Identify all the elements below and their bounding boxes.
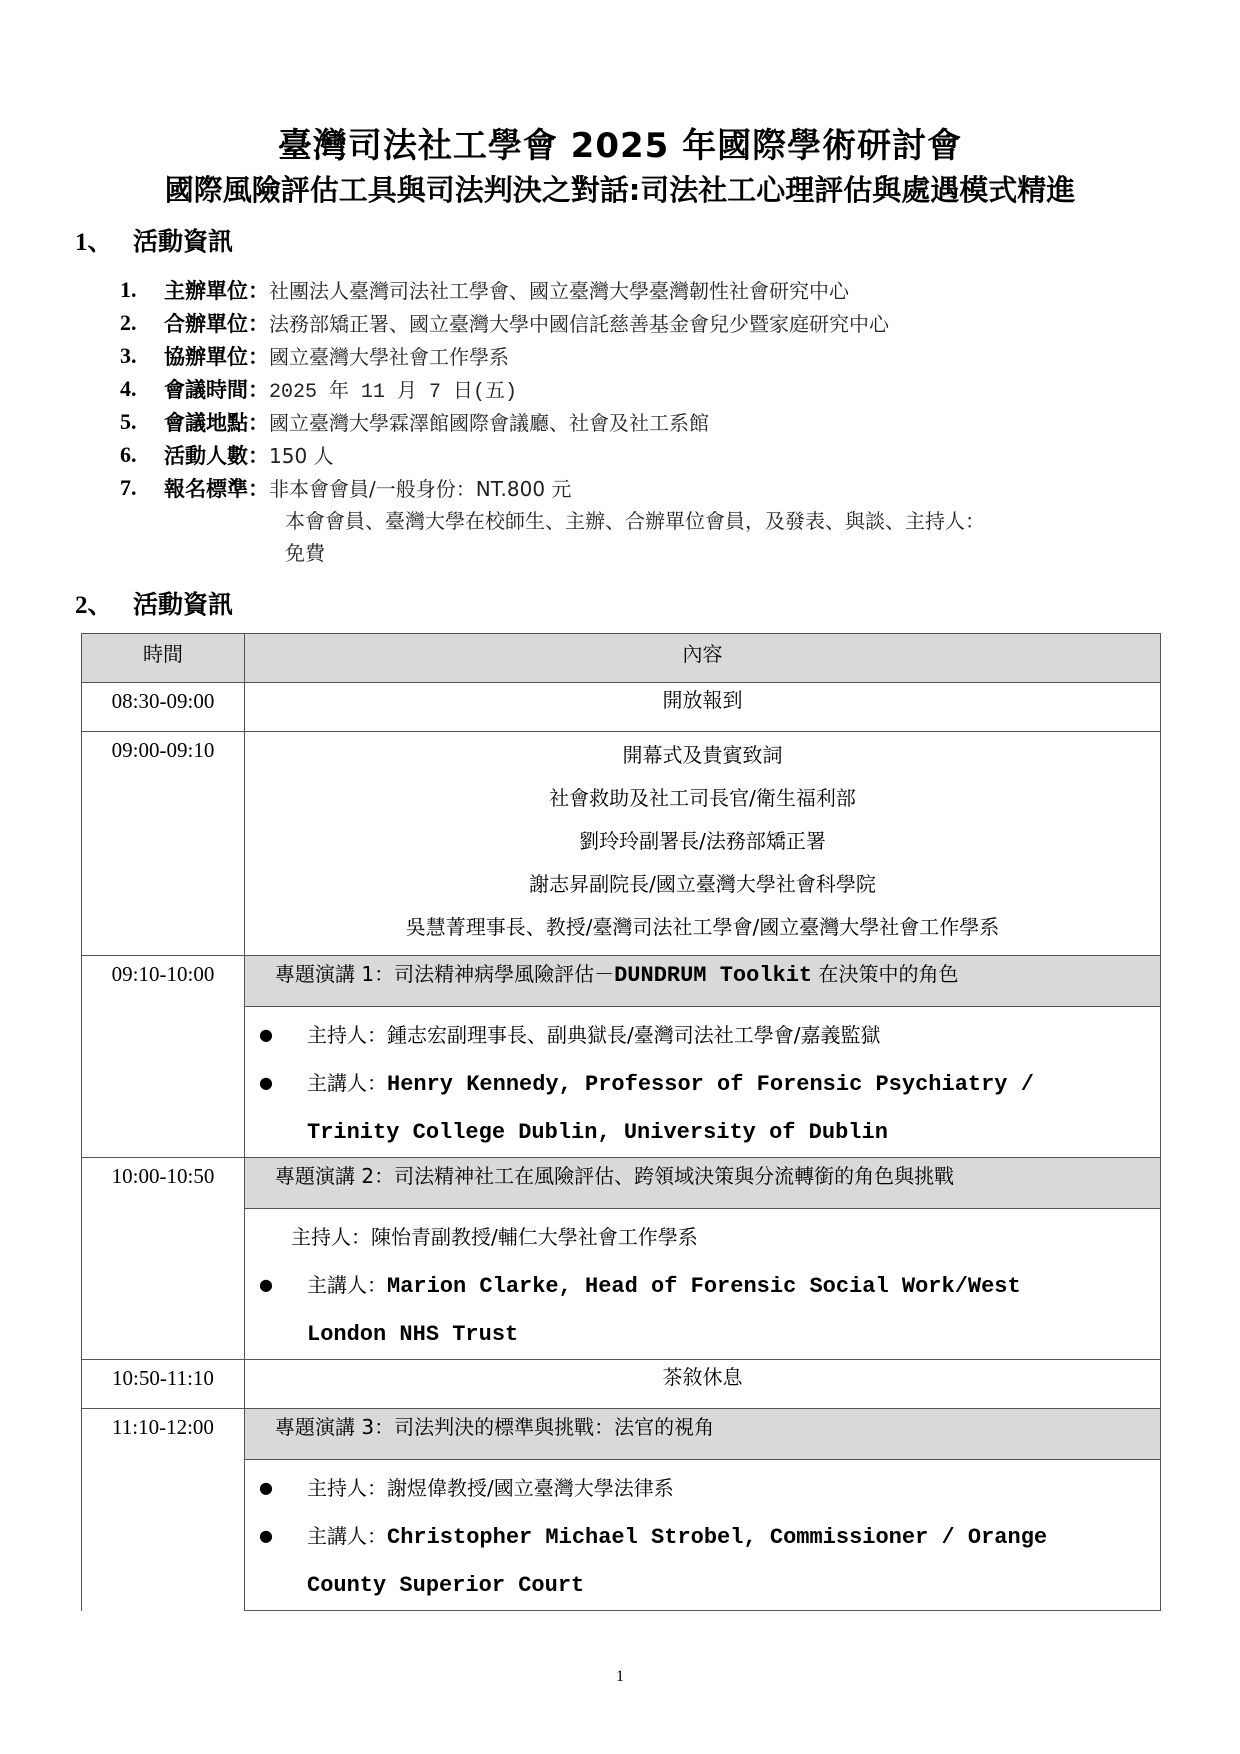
header-label: 內容 xyxy=(682,642,723,666)
item-value: 法務部矯正署、國立臺灣大學中國信託慈善基金會兒少暨家庭研究中心 xyxy=(269,312,889,336)
session-title-text: 在決策中的角色 xyxy=(812,962,959,986)
bullet-icon: ● xyxy=(259,1073,273,1092)
row-content xyxy=(245,732,1161,956)
header-time xyxy=(82,634,245,683)
row-time: 10:00-10:50 xyxy=(82,1158,245,1360)
info-item-registration-fee xyxy=(120,471,1180,504)
document-title: 臺灣司法社工學會 2025 年國際學術研討會 xyxy=(277,126,963,166)
info-item-co-organizer xyxy=(120,306,1180,339)
item-value: 社團法人臺灣司法社工學會、國立臺灣大學臺灣韌性社會研究中心 xyxy=(269,279,849,303)
table-row xyxy=(82,1409,1161,1611)
header-label: 時間 xyxy=(143,642,183,666)
session-title: 專題演講 2：司法精神社工在風險評估、跨領域決策與分流轉銜的角色與挑戰 xyxy=(245,1158,1160,1209)
item-number: 1. xyxy=(120,276,137,302)
fee-exemption-note xyxy=(285,505,1165,569)
item-value: 國立臺灣大學霖澤館國際會議廳、社會及社工系館 xyxy=(269,411,709,435)
row-time: 09:00-09:10 xyxy=(82,732,245,956)
item-label: 活動人數： xyxy=(164,443,269,468)
table-row xyxy=(82,1360,1161,1409)
row-time: 08:30-09:00 xyxy=(82,683,245,732)
session-title-latin: DUNDRUM Toolkit xyxy=(614,963,813,988)
document-subtitle: 國際風險評估工具與司法判決之對話:司法社工心理評估與處遇模式精進 xyxy=(164,173,1076,207)
header-content xyxy=(245,634,1161,683)
table-row xyxy=(82,732,1161,956)
fee-note-line: 本會會員、臺灣大學在校師生、主辦、合辦單位會員，及發表、與談、主持人： xyxy=(285,509,985,533)
row-content xyxy=(245,683,1161,732)
item-label: 報名標準： xyxy=(164,476,269,501)
session-title xyxy=(245,956,1160,1007)
speaker-line xyxy=(245,1512,1160,1562)
item-value: 150 人 xyxy=(269,444,334,468)
host-text: 主持人：鍾志宏副理事長、副典獄長/臺灣司法社工學會/嘉義監獄 xyxy=(307,1023,881,1047)
speaker-line xyxy=(245,1261,1160,1311)
table-row xyxy=(82,956,1161,1158)
section-title: 活動資訊 xyxy=(133,590,234,619)
item-value: 國立臺灣大學社會工作學系 xyxy=(269,345,509,369)
section-number: 1、 xyxy=(75,229,113,256)
row-content xyxy=(245,1360,1161,1409)
host-line xyxy=(245,1464,1160,1512)
session-title-text: 專題演講 1：司法精神病學風險評估－ xyxy=(275,962,615,986)
info-item-assisting-unit xyxy=(120,339,1180,372)
item-value: 2025 年 11 月 7 日(五) xyxy=(269,380,518,404)
item-number: 2. xyxy=(120,309,137,335)
item-label: 合辦單位： xyxy=(164,311,269,336)
item-number: 4. xyxy=(120,375,137,401)
info-item-organizer xyxy=(120,273,1180,306)
info-item-venue xyxy=(120,405,1180,438)
item-label: 協辦單位： xyxy=(164,344,269,369)
section-heading-1 xyxy=(75,222,233,258)
row-content xyxy=(245,956,1161,1158)
speaker-label: 主講人： xyxy=(307,1524,387,1548)
host-line xyxy=(245,1011,1160,1059)
bullet-icon: ● xyxy=(259,1275,273,1294)
speaker-name: Marion Clarke, Head of Forensic Social Work/West xyxy=(387,1274,1021,1299)
opening-title: 開幕式及貴賓致詞 xyxy=(622,743,783,767)
guest-line: 吳慧菁理事長、教授/臺灣司法社工學會/國立臺灣大學社會工作學系 xyxy=(405,915,1000,939)
guest-line: 劉玲玲副署長/法務部矯正署 xyxy=(579,829,826,853)
speaker-affiliation: County Superior Court xyxy=(307,1573,585,1598)
bullet-icon: ● xyxy=(259,1478,273,1497)
speaker-name: Christopher Michael Strobel, Commissioner / Orange xyxy=(387,1525,1048,1550)
item-number: 5. xyxy=(120,408,137,434)
fee-note-line: 免費 xyxy=(285,541,325,565)
item-number: 7. xyxy=(120,474,137,500)
session-title: 專題演講 3：司法判決的標準與挑戰：法官的視角 xyxy=(245,1409,1160,1460)
guest-line: 社會救助及社工司長官/衛生福利部 xyxy=(549,786,856,810)
row-time: 10:50-11:10 xyxy=(82,1360,245,1409)
speaker-affiliation: Trinity College Dublin, University of Dublin xyxy=(307,1120,888,1145)
speaker-affiliation: London NHS Trust xyxy=(307,1322,519,1347)
event-info-list xyxy=(120,273,1180,504)
row-time: 11:10-12:00 xyxy=(82,1409,245,1611)
info-item-attendance xyxy=(120,438,1180,471)
table-row xyxy=(82,1158,1161,1360)
row-content xyxy=(245,1409,1161,1611)
item-value: 非本會會員/一般身份：NT.800 元 xyxy=(269,477,572,501)
table-row xyxy=(82,683,1161,732)
bullet-icon: ● xyxy=(259,1025,273,1044)
table-header-row xyxy=(82,634,1161,683)
row-time: 09:10-10:00 xyxy=(82,956,245,1158)
section-heading-2 xyxy=(75,585,233,621)
speaker-label: 主講人： xyxy=(307,1071,387,1095)
item-number: 6. xyxy=(120,441,137,467)
bullet-icon: ● xyxy=(259,1526,273,1545)
row-content-text: 茶敘休息 xyxy=(662,1365,743,1389)
row-content xyxy=(245,1158,1161,1360)
row-content-text: 開放報到 xyxy=(662,688,743,712)
section-number: 2、 xyxy=(75,592,113,619)
page-number: 1 xyxy=(616,1668,624,1685)
host-text: 主持人：謝煜偉教授/國立臺灣大學法律系 xyxy=(307,1476,674,1500)
speaker-name: Henry Kennedy, Professor of Forensic Psychiatry / xyxy=(387,1072,1034,1097)
guest-line: 謝志昇副院長/國立臺灣大學社會科學院 xyxy=(529,872,876,896)
item-label: 會議時間： xyxy=(164,377,269,402)
speaker-line xyxy=(245,1059,1160,1109)
item-label: 主辦單位： xyxy=(164,278,269,303)
schedule-table xyxy=(81,633,1161,1611)
speaker-label: 主講人： xyxy=(307,1273,387,1297)
info-item-date xyxy=(120,372,1180,405)
section-title: 活動資訊 xyxy=(133,227,234,256)
item-label: 會議地點： xyxy=(164,410,269,435)
host-text: 主持人：陳怡青副教授/輔仁大學社會工作學系 xyxy=(291,1225,698,1249)
item-number: 3. xyxy=(120,342,137,368)
